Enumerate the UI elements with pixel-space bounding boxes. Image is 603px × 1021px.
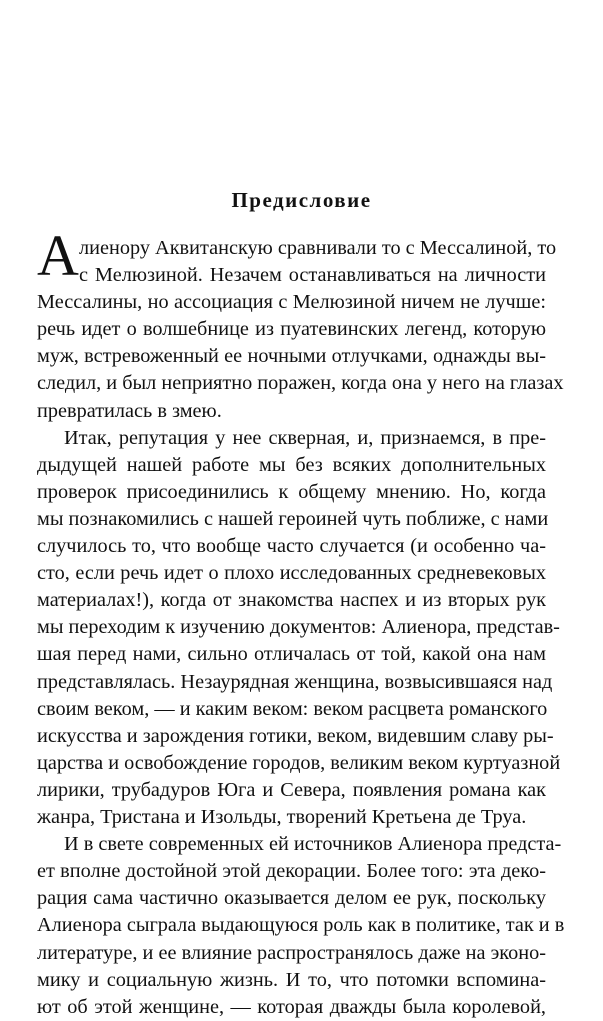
text-line: Алиенора сыграла выдающуюся роль как в политике, так и в — [37, 914, 565, 937]
text-line: сто, если речь идет о плохо исследованных средневековых — [37, 562, 546, 585]
text-line: шая перед нами, сильно отличалась от той, какой она нам — [37, 643, 546, 666]
text-line: своим веком, — и каким веком: веком расцвета романского — [37, 697, 548, 720]
chapter-title: Предисловие — [231, 188, 372, 212]
text-line: ют об этой женщине, — которая дважды была королевой, — [37, 995, 546, 1018]
paragraph-1 — [37, 235, 564, 425]
paragraph-3 — [37, 831, 565, 1021]
text-line: Итак, репутация у нее скверная, и, признаемся, в пре- — [64, 426, 546, 449]
text-line: жанра, Тристана и Изольды, творений Кретьена де Труа. — [37, 806, 527, 828]
text-line: материалах!), когда от знакомства наспех и из вторых рук — [37, 589, 546, 612]
text-line: литературе, и ее влияние распространялось даже на эконо- — [37, 941, 546, 964]
text-line: проверок присоединились к общему мнению. Но, когда — [37, 480, 546, 503]
text-line: речь идет о волшебнице из пуатевинских легенд, которую — [37, 318, 546, 341]
text-line: мику и социальную жизнь. И то, что потомки вспомина- — [37, 968, 546, 991]
drop-cap: А — [37, 223, 79, 288]
text-line: И в свете современных ей источников Алиенора предста- — [64, 833, 562, 856]
paragraph-2 — [37, 425, 561, 831]
text-line: превратилась в змею. — [37, 399, 222, 422]
text-line: дыдущей нашей работе мы без всяких дополнительных — [37, 453, 546, 476]
text-line: муж, встревоженный ее ночными отлучками, однажды вы- — [37, 345, 546, 368]
text-line: следил, и был неприятно поражен, когда она у него на глазах — [37, 372, 564, 395]
text-line: мы переходим к изучению документов: Алиенора, представ- — [37, 616, 560, 639]
text-line: представлялась. Незаурядная женщина, возвысившаяся над — [37, 670, 553, 693]
text-line: искусства и зарождения готики, веком, видевшим славу ры- — [37, 724, 554, 747]
text-line: ет вполне достойной этой декорации. Более того: эта деко- — [37, 860, 546, 883]
text-line: Мессалины, но ассоциация с Мелюзиной ничем не лучше: — [37, 291, 546, 314]
text-line: лирики, трубадуров Юга и Севера, появления романа как — [37, 778, 546, 801]
text-line: мы познакомились с нашей героиней чуть поближе, с нами — [37, 507, 549, 530]
text-line: рация сама частично оказывается делом ее рук, поскольку — [37, 887, 546, 910]
text-line: с Мелюзиной. Незачем останавливаться на личности — [79, 264, 546, 287]
text-line: царства и освобождение городов, великим веком куртуазной — [37, 751, 561, 774]
text-line: лиенору Аквитанскую сравнивали то с Мессалиной, то — [79, 237, 557, 259]
text-line: случилось то, что вообще часто случается (и особенно ча- — [37, 535, 546, 558]
